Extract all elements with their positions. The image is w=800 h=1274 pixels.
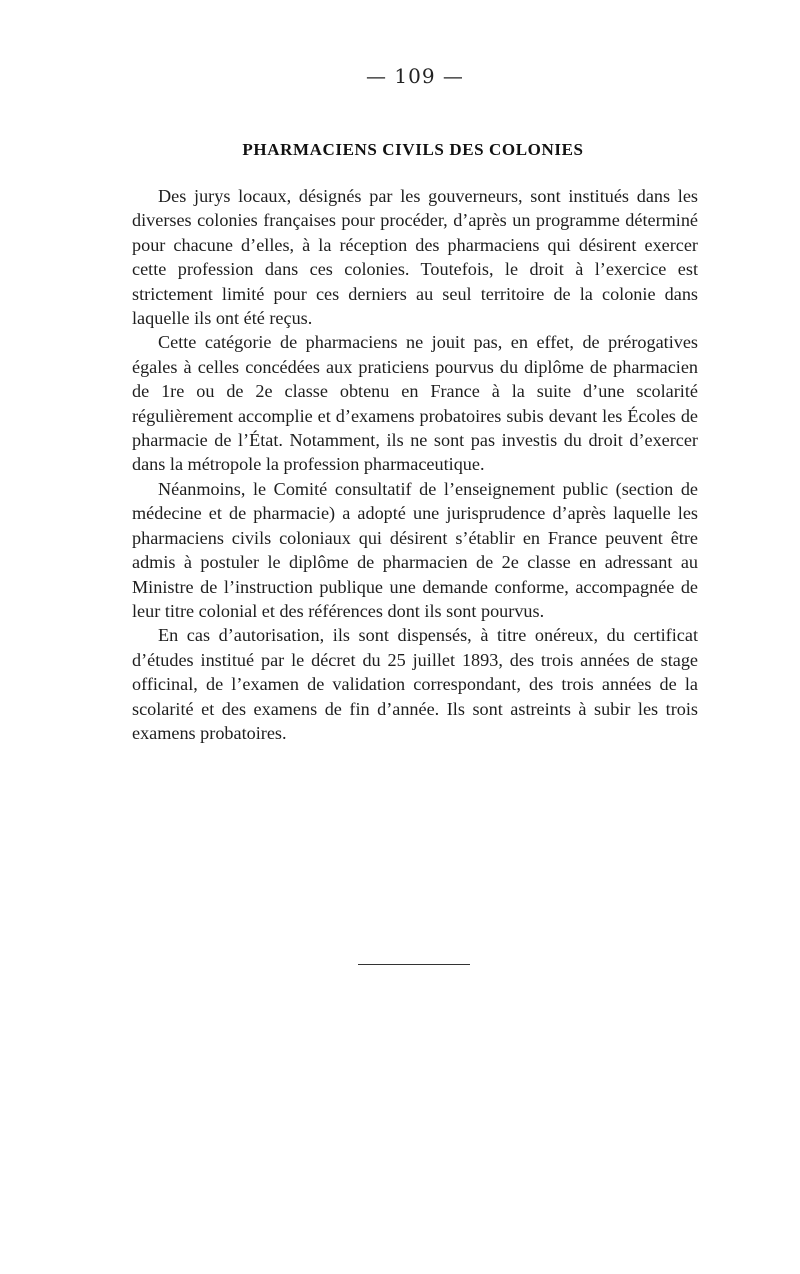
paragraph: Des jurys locaux, désignés par les gouverneurs, sont institués dans les diverses colonies françaises pour procéder, d’après un programme déterminé pour chacune d’elles, à la réception des pharmaciens qui désirent exercer cette profession dans ces colonies. Toutefois, le droit à l’exercice est strictement limité pour ces derniers au seul territoire de la colonie dans laquelle ils ont été reçus. <box>132 186 698 329</box>
section-heading: PHARMACIENS CIVILS DES COLONIES <box>242 140 584 159</box>
body-text <box>132 184 698 745</box>
paragraph: En cas d’autorisation, ils sont dispensés, à titre onéreux, du certificat d’études institué par le décret du 25 juillet 1893, des trois années de stage officinal, de l’examen de validation correspondant, des trois années de la scolarité et des examens de fin d’année. Ils sont astreints à subir les trois examens probatoires. <box>132 625 698 743</box>
end-rule <box>358 964 470 965</box>
page-number: — 109 — <box>366 64 464 88</box>
paragraph: Néanmoins, le Comité consultatif de l’enseignement public (section de médecine et de pharmacie) a adopté une jurisprudence d’après laquelle les pharmaciens civils coloniaux qui désirent s’établir en France peuvent être admis à postuler le diplôme de pharmacien de 2e classe en adressant au Ministre de l’instruction publique une demande conforme, accompagnée de leur titre colonial et des références dont ils sont pourvus. <box>132 478 698 621</box>
paragraph: Cette catégorie de pharmaciens ne jouit pas, en effet, de prérogatives égales à celles concédées aux praticiens pourvus du diplôme de pharmacien de 1re ou de 2e classe obtenu en France à la suite d’une scolarité régulièrement accomplie et d’examens probatoires subis devant les Écoles de pharmacie de l’État. Notamment, ils ne sont pas investis du droit d’exercer dans la métropole la profession pharmaceutique. <box>132 332 698 475</box>
